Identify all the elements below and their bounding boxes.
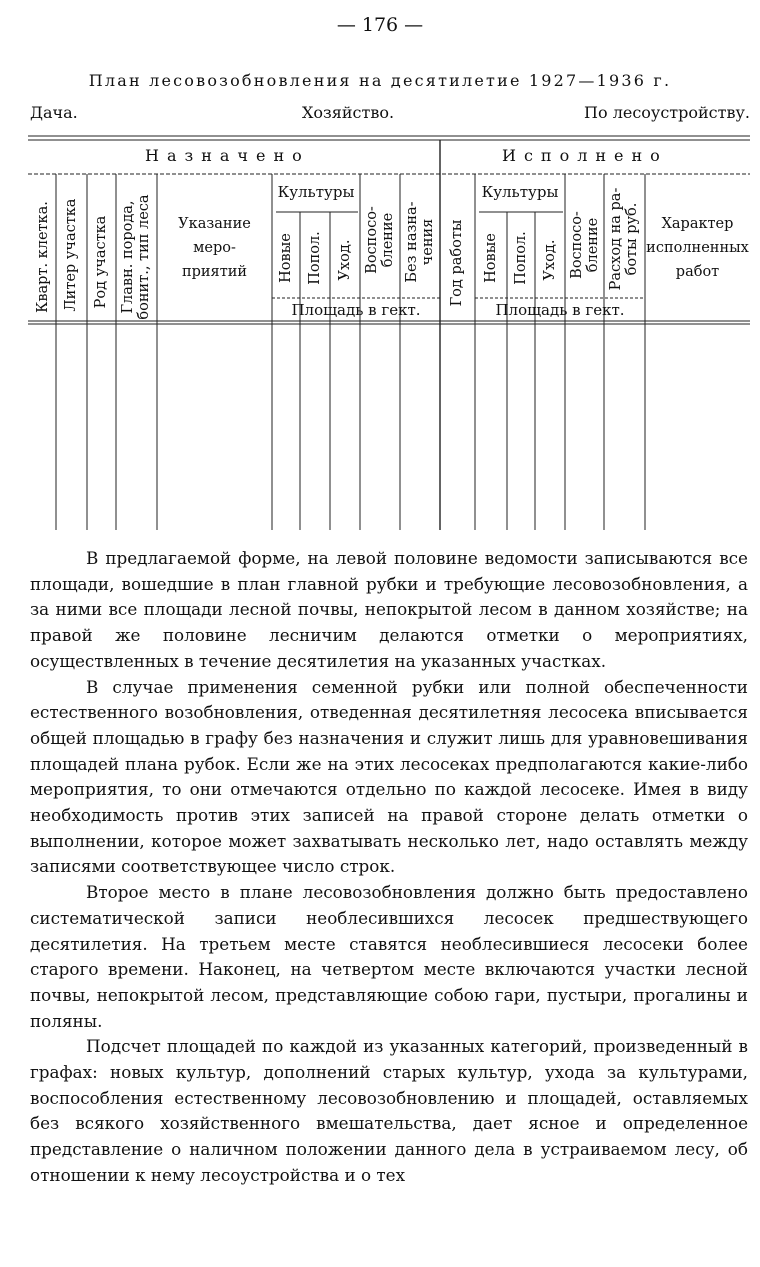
meta-dacha: Дача. xyxy=(30,103,78,122)
page-number: — 176 — xyxy=(336,14,424,36)
col-kvart-label: Кварт. клетка. xyxy=(35,201,51,313)
paragraph-4: Подсчет площадей по каждой из указанных категорий, произведенный в графах: новых культур, дополнений старых культур, ухода за культурами, воспособления естественному лесовозобновлению и площадей, оставляемых без всякого хозяйственного вмешательства, дает ясное и определенное представление о наличном положении данного дела в устраиваемом лесу, об отношении к нему лесоустройства и о тех xyxy=(30,1036,748,1185)
paragraph-3: Второе место в плане лесовозобновления должно быть предоставлено систематической записи необлесившихся лесосек предшествующего десятилетия. На третьем месте ставятся необлесившиеся лесосеки более старого времени. Наконец, на четвертом месте включаются участки лесной почвы, непокрытой лесом, представляющие собою гари, пустыри, прогалины и поляны. xyxy=(30,882,748,1031)
paragraph-2: В случае применения семенной рубки или полной обеспеченности естественного возобновления, отведенная десятилетняя лесосека вписывается общей площадью в графу без назначения и служит лишь для уравновешивания площадей плана рубок. Если же на этих лесосеках предполагаются какие-либо мероприятия, то они отмечаются отдельно по каждой лесосеке. Имея в виду необходимость против этих записей на правой стороне делать отметки о выполнении, которое может захватывать несколько лет, надо оставлять между записями соответствующее число строк. xyxy=(30,676,748,877)
body-text xyxy=(30,546,748,1189)
area-done: Площадь в гект. xyxy=(495,301,625,319)
area-assigned: Площадь в гект. xyxy=(291,301,421,319)
col-ukazanie: Указание меро- приятий xyxy=(178,216,251,280)
table-title: План лесовозобновления на десятилетие 1927—1936 г. xyxy=(88,71,672,90)
col-harakter: Характер исполненных работ xyxy=(646,216,749,280)
meta-hozyaistvo: Хозяйство. xyxy=(302,103,395,122)
cultures-assigned: Культуры xyxy=(277,183,355,201)
group-done: Исполнено xyxy=(502,146,668,165)
col-liter-label: Литер участка xyxy=(63,198,79,312)
paragraph-1: В предлагаемой форме, на левой половине ведомости записываются все площади, вошедшие в план главной рубки и требующие лесовозобновления, а за ними все площади лесной почвы, непокрытой лесом в данном хозяйстве; на правой же половине лесничим делаются отметки о мероприятиях, осуществленных в течение десятилетия на указанных участках. xyxy=(30,548,748,671)
col-rod-label: Род участка xyxy=(93,215,109,309)
group-assigned: Назначено xyxy=(145,146,310,165)
col-glavn-label: Главн. порода, бонит., тип леса xyxy=(120,194,152,320)
cultures-done: Культуры xyxy=(481,183,559,201)
meta-lesoustroistvo: По лесоустройству. xyxy=(584,103,750,122)
